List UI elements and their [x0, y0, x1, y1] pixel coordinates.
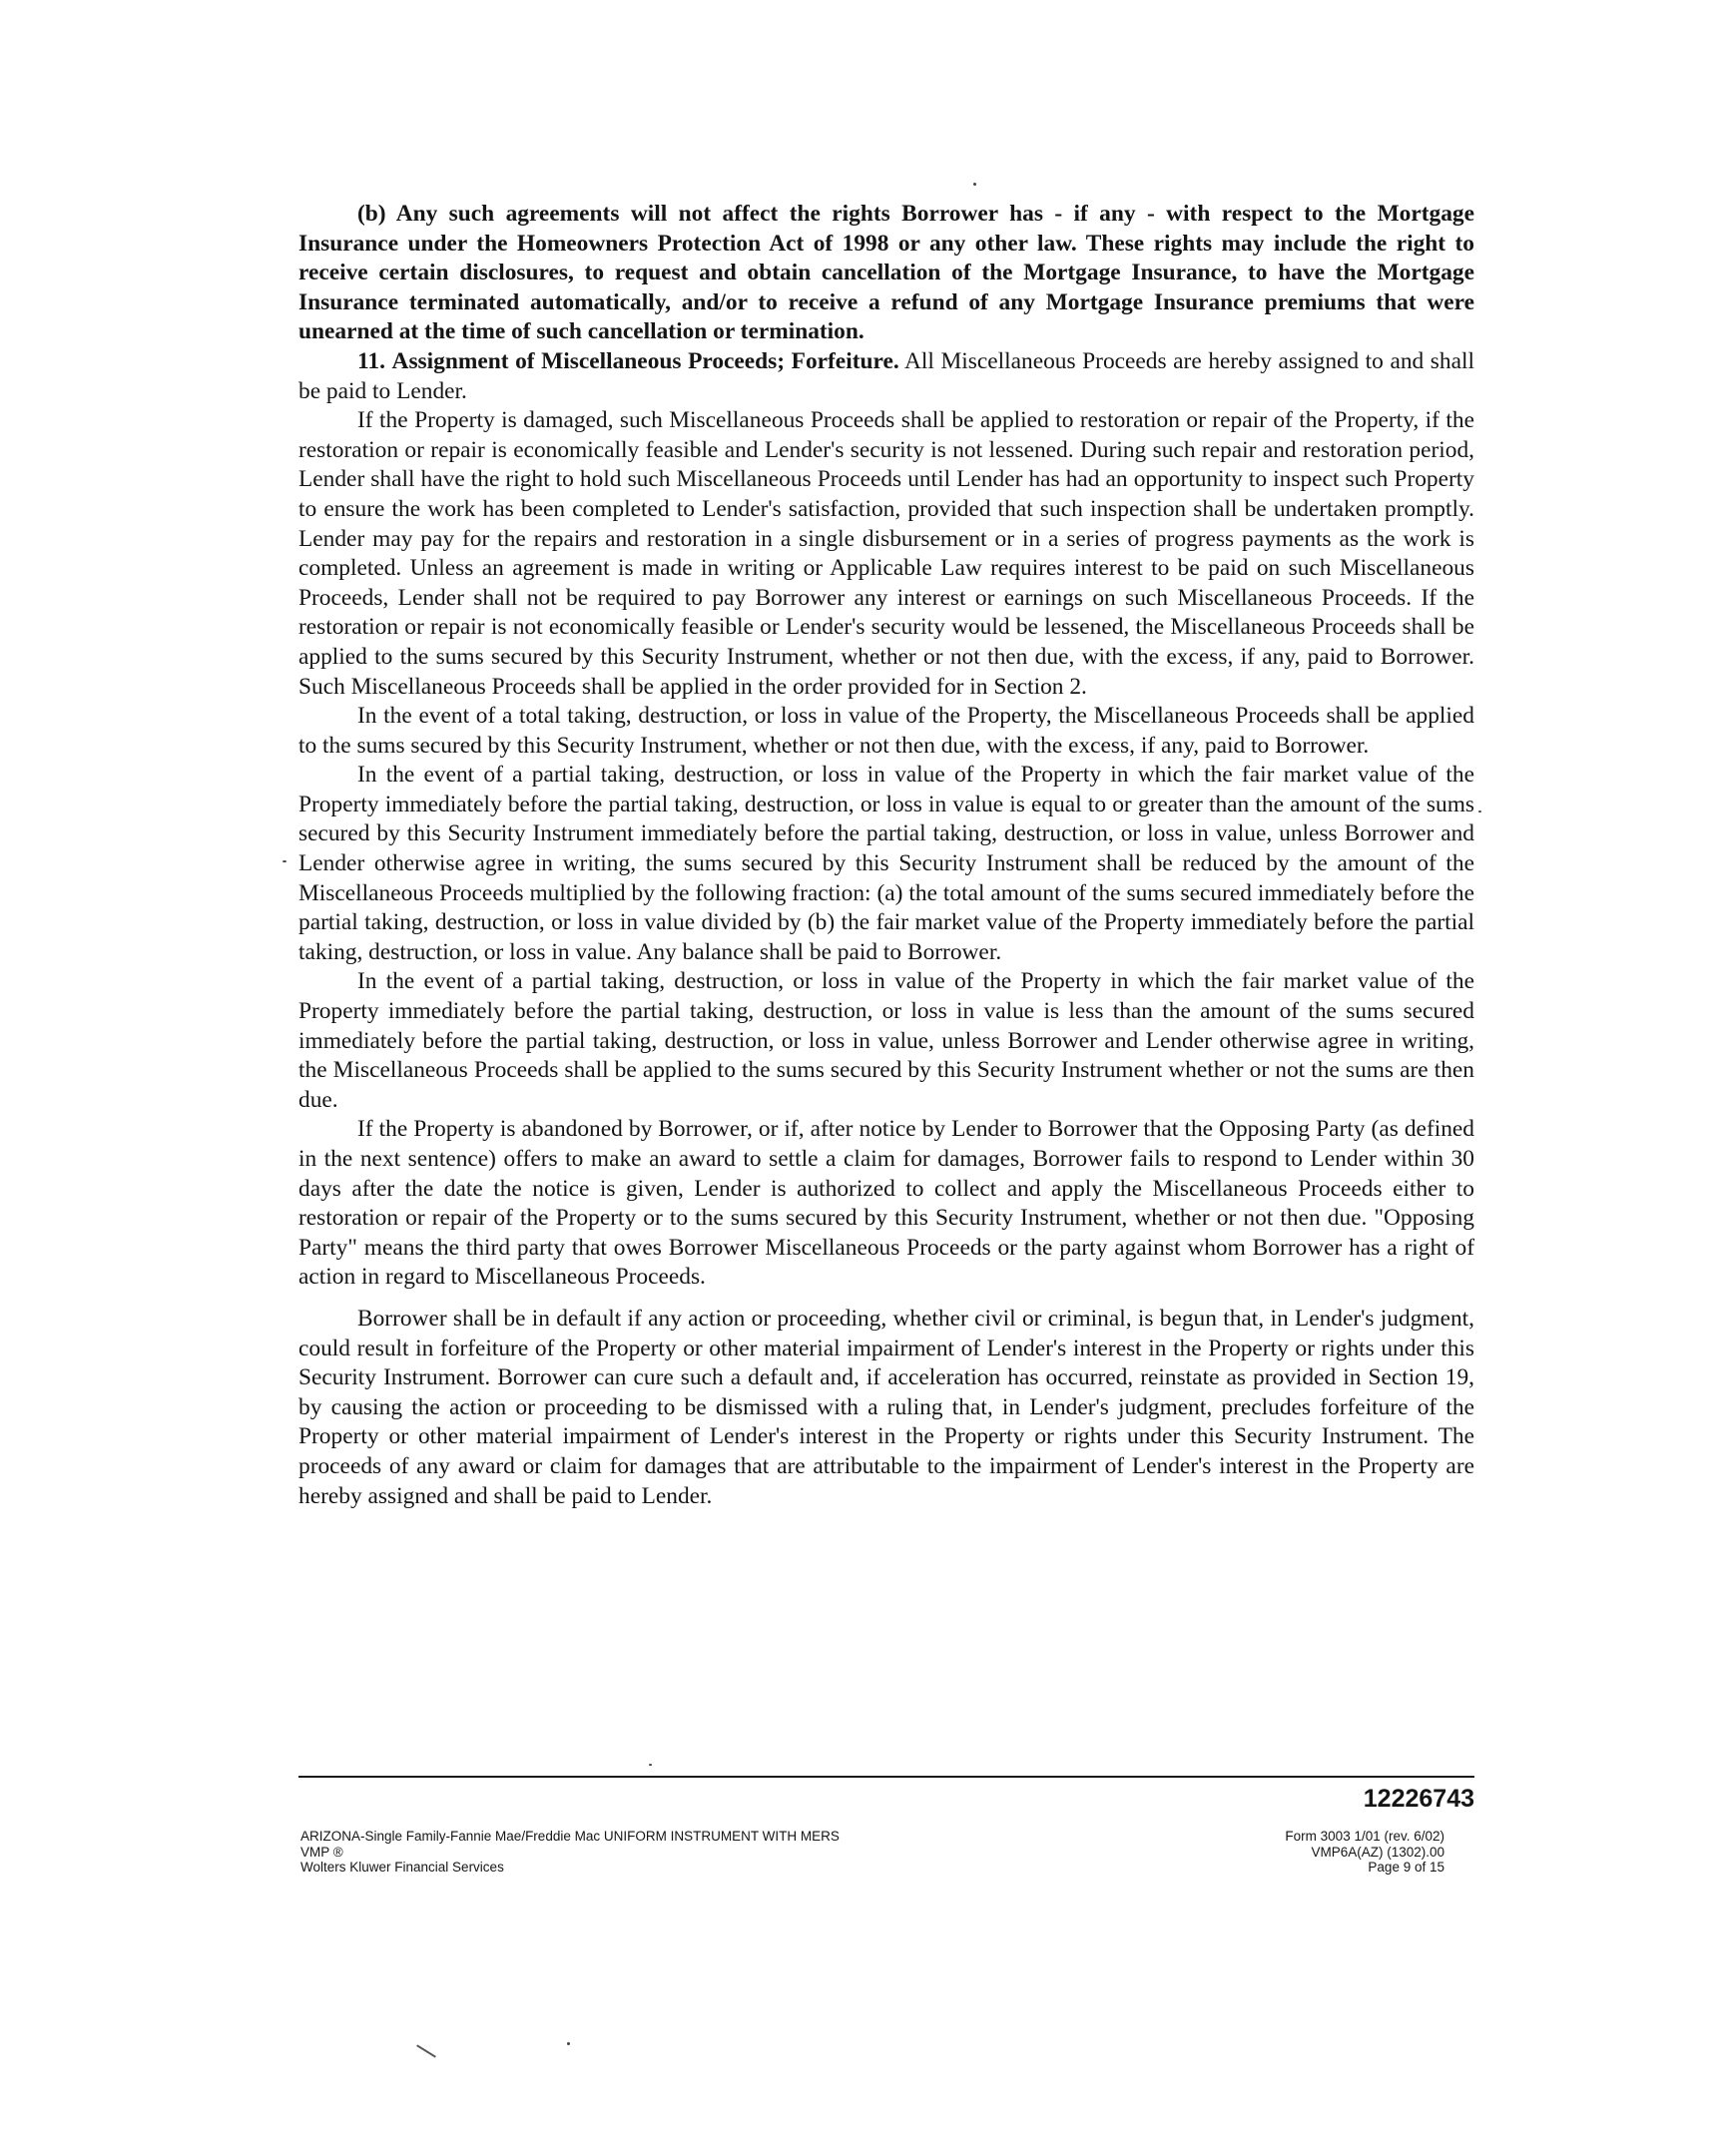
footer-left-block — [300, 1829, 840, 1876]
footer-publisher: Wolters Kluwer Financial Services — [300, 1860, 504, 1875]
paragraph-property-damaged: If the Property is damaged, such Miscellaneous Proceeds shall be applied to restoration or repair of the Property, if the restoration or repair is economically feasible and Lender's security is not lessened. During such repair and restoration period, Lender shall have the right to hold such Miscellaneous Proceeds until Lender has had an opportunity to inspect such Property to ensure the work has been completed to Lender's satisfaction, provided that such inspection shall be undertaken promptly. Lender may pay for the repairs and restoration in a single disbursement or in a series of progress payments as the work is completed. Unless an agreement is made in writing or Applicable Law requires interest to be paid on such Miscellaneous Proceeds, Lender shall not be required to pay Borrower any interest or earnings on such Miscellaneous Proceeds. If the restoration or repair is not economically feasible or Lender's security would be lessened, the Miscellaneous Proceeds shall be applied to the sums secured by this Security Instrument, whether or not then due, with the excess, if any, paid to Borrower. Such Miscellaneous Proceeds shall be applied in the order provided for in Section 2. — [298, 407, 1474, 700]
paragraph-total-taking: In the event of a total taking, destruction, or loss in value of the Property, the Miscellaneous Proceeds shall be applied to the sums secured by this Security Instrument, whether or not then due, with the excess, if any, paid to Borrower. — [298, 703, 1474, 759]
footer-form-title: ARIZONA-Single Family-Fannie Mae/Freddie Mac UNIFORM INSTRUMENT WITH MERS — [300, 1829, 840, 1844]
section-11-title: Assignment of Miscellaneous Proceeds; Forfeiture. — [391, 347, 899, 374]
scan-speck — [567, 2042, 570, 2045]
footer-page-number: Page 9 of 15 — [1368, 1860, 1444, 1875]
footer-form-number: Form 3003 1/01 (rev. 6/02) — [1285, 1829, 1444, 1844]
paragraph-mortgage-insurance-rights: (b) Any such agreements will not affect the rights Borrower has - if any - with respect to the Mortgage Insurance under the Homeowners Protection Act of 1998 or any other law. These rights may include the right to receive certain disclosures, to request and obtain cancellation of the Mortgage Insurance, to have the Mortgage Insurance terminated automatically, and/or to receive a refund of any Mortgage Insurance premiums that were unearned at the time of such cancellation or termination. — [298, 201, 1474, 345]
scan-speck — [973, 183, 976, 186]
paragraph-borrower-default: Borrower shall be in default if any action or proceeding, whether civil or criminal, is begun that, in Lender's judgment, could result in forfeiture of the Property or other material impairment of Lender's interest in the Property or rights under this Security Instrument. Borrower can cure such a default and, if acceleration has occurred, reinstate as provided in Section 19, by causing the action or proceeding to be dismissed with a ruling that, in Lender's judgment, precludes forfeiture of the Property or other material impairment of Lender's interest in the Property or rights under this Security Instrument. The proceeds of any award or claim for damages that are attributable to the impairment of Lender's interest in the Property are hereby assigned and shall be paid to Lender. — [298, 1305, 1474, 1509]
section-11-number: 11. — [357, 347, 385, 374]
scan-speck — [283, 860, 287, 862]
section-11-heading-paragraph — [298, 347, 1474, 406]
footer-divider — [298, 1776, 1474, 1778]
footer-vmp-mark: VMP ® — [300, 1844, 343, 1860]
section-11-text: All Miscellaneous Proceeds are hereby assigned to and shall be paid to Lender. — [298, 347, 1474, 404]
scan-scratch — [416, 2044, 436, 2057]
footer-vmp-code: VMP6A(AZ) (1302).00 — [1311, 1844, 1444, 1860]
paragraph-partial-taking-less: In the event of a partial taking, destruction, or loss in value of the Property in which the fair market value of the Property immediately before the partial taking, destruction, or loss in value is less than the amount of the sums secured immediately before the partial taking, destruction, or loss in value, unless Borrower and Lender otherwise agree in writing, the Miscellaneous Proceeds shall be applied to the sums secured by this Security Instrument whether or not the sums are then due. — [298, 968, 1474, 1113]
document-body — [298, 200, 1474, 1511]
scan-speck — [1478, 810, 1481, 812]
footer-right-block — [1285, 1829, 1444, 1876]
paragraph-partial-taking-greater: In the event of a partial taking, destruction, or loss in value of the Property in which the fair market value of the Property immediately before the partial taking, destruction, or loss in value is equal to or greater than the amount of the sums secured by this Security Instrument immediately before the partial taking, destruction, or loss in value, unless Borrower and Lender otherwise agree in writing, the sums secured by this Security Instrument shall be reduced by the amount of the Miscellaneous Proceeds multiplied by the following fraction: (a) the total amount of the sums secured immediately before the partial taking, destruction, or loss in value divided by (b) the fair market value of the Property immediately before the partial taking, destruction, or loss in value. Any balance shall be paid to Borrower. — [298, 762, 1474, 965]
scan-speck — [649, 1764, 652, 1766]
paragraph-property-abandoned: If the Property is abandoned by Borrower, or if, after notice by Lender to Borrower that the Opposing Party (as defined in the next sentence) offers to make an award to settle a claim for damages, Borrower fails to respond to Lender within 30 days after the date the notice is given, Lender is authorized to collect and apply the Miscellaneous Proceeds either to restoration or repair of the Property or to the sums secured by this Security Instrument, whether or not then due. "Opposing Party" means the third party that owes Borrower Miscellaneous Proceeds or the party against whom Borrower has a right of action in regard to Miscellaneous Proceeds. — [298, 1116, 1474, 1291]
document-number: 12226743 — [1363, 1785, 1474, 1813]
